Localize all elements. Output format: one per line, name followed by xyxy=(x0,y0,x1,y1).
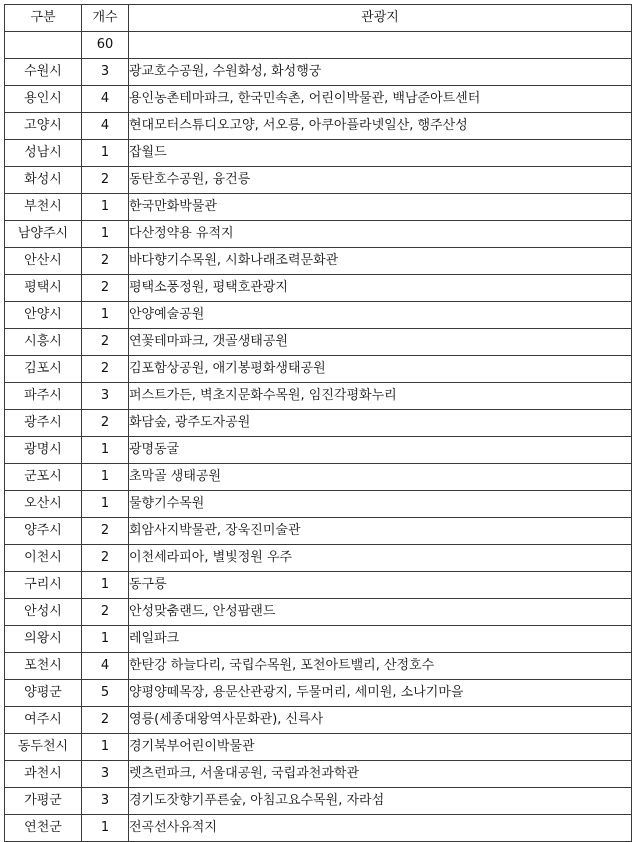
sites-cell: 안양예술공원 xyxy=(129,302,632,329)
region-cell: 남양주시 xyxy=(5,221,82,248)
count-cell: 1 xyxy=(82,626,129,653)
count-cell: 1 xyxy=(82,815,129,842)
region-cell: 오산시 xyxy=(5,491,82,518)
table-row xyxy=(5,383,632,410)
table-body xyxy=(5,32,632,842)
region-cell: 용인시 xyxy=(5,86,82,113)
header-sites: 관광지 xyxy=(129,5,632,32)
region-cell: 연천군 xyxy=(5,815,82,842)
sites-cell: 이천세라피아, 별빛정원 우주 xyxy=(129,545,632,572)
region-cell: 이천시 xyxy=(5,545,82,572)
total-sites-cell xyxy=(129,32,632,59)
sites-cell: 평택소풍정원, 평택호관광지 xyxy=(129,275,632,302)
region-cell: 양평군 xyxy=(5,680,82,707)
count-cell: 1 xyxy=(82,194,129,221)
table-row xyxy=(5,707,632,734)
sites-cell: 퍼스트가든, 벽초지문화수목원, 임진각평화누리 xyxy=(129,383,632,410)
count-cell: 2 xyxy=(82,545,129,572)
region-cell: 성남시 xyxy=(5,140,82,167)
sites-cell: 잡월드 xyxy=(129,140,632,167)
region-cell: 군포시 xyxy=(5,464,82,491)
sites-cell: 영릉(세종대왕역사문화관), 신륵사 xyxy=(129,707,632,734)
sites-cell: 안성맞춤랜드, 안성팜랜드 xyxy=(129,599,632,626)
table-row xyxy=(5,464,632,491)
sites-cell: 한국만화박물관 xyxy=(129,194,632,221)
table-row xyxy=(5,167,632,194)
sites-cell: 김포함상공원, 애기봉평화생태공원 xyxy=(129,356,632,383)
sites-cell: 경기도잣향기푸른숲, 아침고요수목원, 자라섬 xyxy=(129,788,632,815)
header-count: 개수 xyxy=(82,5,129,32)
region-cell: 광주시 xyxy=(5,410,82,437)
region-cell: 광명시 xyxy=(5,437,82,464)
sites-cell: 레일파크 xyxy=(129,626,632,653)
sites-cell: 물향기수목원 xyxy=(129,491,632,518)
count-cell: 5 xyxy=(82,680,129,707)
table-row xyxy=(5,734,632,761)
region-cell: 화성시 xyxy=(5,167,82,194)
table-row xyxy=(5,410,632,437)
table-row xyxy=(5,599,632,626)
region-cell: 포천시 xyxy=(5,653,82,680)
table-row xyxy=(5,140,632,167)
region-cell: 의왕시 xyxy=(5,626,82,653)
sites-cell: 양평양떼목장, 용문산관광지, 두물머리, 세미원, 소나기마을 xyxy=(129,680,632,707)
region-cell: 수원시 xyxy=(5,59,82,86)
tourist-sites-table xyxy=(4,4,632,842)
sites-cell: 광명동굴 xyxy=(129,437,632,464)
table-row xyxy=(5,329,632,356)
count-cell: 2 xyxy=(82,599,129,626)
table-row xyxy=(5,221,632,248)
table-row xyxy=(5,275,632,302)
count-cell: 2 xyxy=(82,248,129,275)
sites-cell: 연꽃테마파크, 갯골생태공원 xyxy=(129,329,632,356)
sites-cell: 렛츠런파크, 서울대공원, 국립과천과학관 xyxy=(129,761,632,788)
region-cell: 양주시 xyxy=(5,518,82,545)
region-cell: 과천시 xyxy=(5,761,82,788)
sites-cell: 회암사지박물관, 장욱진미술관 xyxy=(129,518,632,545)
count-cell: 1 xyxy=(82,572,129,599)
table-row xyxy=(5,356,632,383)
sites-cell: 동탄호수공원, 융건릉 xyxy=(129,167,632,194)
sites-cell: 현대모터스튜디오고양, 서오릉, 아쿠아플라넷일산, 행주산성 xyxy=(129,113,632,140)
count-cell: 1 xyxy=(82,302,129,329)
count-cell: 2 xyxy=(82,518,129,545)
sites-cell: 전곡선사유적지 xyxy=(129,815,632,842)
table-row xyxy=(5,626,632,653)
region-cell: 시흥시 xyxy=(5,329,82,356)
sites-cell: 초막골 생태공원 xyxy=(129,464,632,491)
table-row xyxy=(5,194,632,221)
table-row xyxy=(5,653,632,680)
sites-cell: 다산정약용 유적지 xyxy=(129,221,632,248)
table-row xyxy=(5,545,632,572)
region-cell: 안산시 xyxy=(5,248,82,275)
count-cell: 3 xyxy=(82,59,129,86)
count-cell: 3 xyxy=(82,788,129,815)
sites-cell: 바다향기수목원, 시화나래조력문화관 xyxy=(129,248,632,275)
count-cell: 3 xyxy=(82,761,129,788)
count-cell: 1 xyxy=(82,734,129,761)
region-cell: 김포시 xyxy=(5,356,82,383)
table-row xyxy=(5,437,632,464)
region-cell: 안양시 xyxy=(5,302,82,329)
region-cell: 안성시 xyxy=(5,599,82,626)
region-cell: 파주시 xyxy=(5,383,82,410)
header-row xyxy=(5,5,632,32)
count-cell: 1 xyxy=(82,140,129,167)
table-row xyxy=(5,761,632,788)
count-cell: 4 xyxy=(82,113,129,140)
count-cell: 4 xyxy=(82,86,129,113)
count-cell: 1 xyxy=(82,464,129,491)
sites-cell: 용인농촌테마파크, 한국민속촌, 어린이박물관, 백남준아트센터 xyxy=(129,86,632,113)
region-cell: 가평군 xyxy=(5,788,82,815)
region-cell: 동두천시 xyxy=(5,734,82,761)
total-row xyxy=(5,32,632,59)
sites-cell: 경기북부어린이박물관 xyxy=(129,734,632,761)
count-cell: 2 xyxy=(82,329,129,356)
table-row xyxy=(5,518,632,545)
count-cell: 2 xyxy=(82,167,129,194)
count-cell: 2 xyxy=(82,356,129,383)
table-row xyxy=(5,59,632,86)
table-row xyxy=(5,302,632,329)
count-cell: 1 xyxy=(82,437,129,464)
sites-cell: 광교호수공원, 수원화성, 화성행궁 xyxy=(129,59,632,86)
table-row xyxy=(5,815,632,842)
count-cell: 2 xyxy=(82,275,129,302)
count-cell: 1 xyxy=(82,221,129,248)
header-region: 구분 xyxy=(5,5,82,32)
count-cell: 4 xyxy=(82,653,129,680)
region-cell: 구리시 xyxy=(5,572,82,599)
count-cell: 2 xyxy=(82,410,129,437)
region-cell: 고양시 xyxy=(5,113,82,140)
count-cell: 3 xyxy=(82,383,129,410)
table-row xyxy=(5,680,632,707)
region-cell: 평택시 xyxy=(5,275,82,302)
table-row xyxy=(5,248,632,275)
table-row xyxy=(5,86,632,113)
sites-cell: 한탄강 하늘다리, 국립수목원, 포천아트밸리, 산정호수 xyxy=(129,653,632,680)
count-cell: 1 xyxy=(82,491,129,518)
region-cell: 여주시 xyxy=(5,707,82,734)
table-row xyxy=(5,113,632,140)
table-row xyxy=(5,491,632,518)
total-region-cell xyxy=(5,32,82,59)
count-cell: 2 xyxy=(82,707,129,734)
sites-cell: 동구릉 xyxy=(129,572,632,599)
sites-cell: 화담숲, 광주도자공원 xyxy=(129,410,632,437)
total-count-cell: 60 xyxy=(82,32,129,59)
table-row xyxy=(5,572,632,599)
region-cell: 부천시 xyxy=(5,194,82,221)
table-row xyxy=(5,788,632,815)
